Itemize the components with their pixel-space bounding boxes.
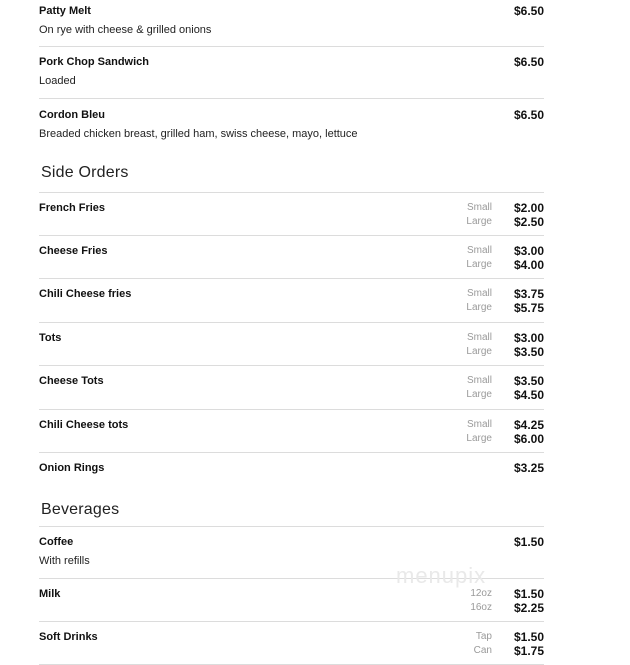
variant-price: $3.00 [513,331,544,345]
item-description: Breaded chicken breast, grilled ham, swiss cheese, mayo, lettuce [39,128,358,140]
variant-price: $5.75 [513,301,544,315]
price-variant [344,644,544,658]
item-name: Milk [39,588,61,600]
variant-label: Small [466,288,492,299]
variant-label: Small [466,419,492,430]
variant-label: Small [466,202,492,213]
price-variant [344,630,544,644]
variant-price: $4.25 [513,418,544,432]
variant-label: Tap [475,631,492,642]
variant-price: $1.50 [513,587,544,601]
price-variant [344,244,544,258]
item-description: With refills [39,555,90,567]
price-variant [344,258,544,272]
section-side-orders [39,151,544,193]
variant-price: $2.00 [513,201,544,215]
item-name: Chili Cheese tots [39,419,129,431]
section-title: Side Orders [41,164,129,181]
variant-price: $1.75 [513,644,544,658]
variant-price: $3.50 [513,345,544,359]
item-name: Cordon Bleu [39,109,105,121]
variant-label: Large [466,216,492,227]
item-name: Pork Chop Sandwich [39,56,150,68]
variant-price: $2.25 [513,601,544,615]
item-name: Cheese Fries [39,245,108,257]
menu-item-patty-melt [39,0,544,47]
variant-label: 16oz [470,602,492,613]
variant-price: $3.75 [513,287,544,301]
item-price: $6.50 [513,108,544,122]
menu-item-onion-rings [39,453,544,491]
variant-label: Small [466,245,492,256]
menu-item-cheese-tots [39,366,544,410]
price-variant [344,374,544,388]
item-description: Loaded [39,75,76,87]
price-variant [344,331,544,345]
variant-price: $4.50 [513,388,544,402]
menu-item-chili-cheese-fries [39,279,544,323]
item-name: Cheese Tots [39,375,104,387]
price-variant [344,201,544,215]
variant-label: Small [466,332,492,343]
variant-label: Large [466,259,492,270]
menu-item-cordon-bleu [39,99,544,151]
watermark: menupix [396,563,487,588]
variant-price: $3.00 [513,244,544,258]
price-variant [344,432,544,446]
item-name: Coffee [39,536,74,548]
item-price: $3.25 [513,461,544,475]
price-variant [344,287,544,301]
variant-price: $4.00 [513,258,544,272]
variant-label: Small [466,375,492,386]
item-name: Onion Rings [39,462,105,474]
menu-item-french-fries [39,193,544,236]
variant-label: 12oz [470,588,492,599]
item-price: $6.50 [513,4,544,18]
item-price: $6.50 [513,55,544,69]
section-beverages [39,491,544,527]
price-variant [344,418,544,432]
variant-label: Large [466,433,492,444]
item-name: Chili Cheese fries [39,288,132,300]
variant-label: Large [466,346,492,357]
price-variant [344,215,544,229]
section-title: Beverages [41,501,120,518]
price-variant [344,601,544,615]
item-name: French Fries [39,202,106,214]
price-variant [344,301,544,315]
item-name: Patty Melt [39,5,91,17]
item-description: On rye with cheese & grilled onions [39,24,212,36]
menu-item-cheese-fries [39,236,544,279]
item-price: $1.50 [513,535,544,549]
price-variant [344,388,544,402]
variant-label: Large [466,389,492,400]
menu-item-chili-cheese-tots [39,410,544,453]
menu-item-pork-chop-sandwich [39,47,544,99]
price-variant [344,587,544,601]
variant-price: $2.50 [513,215,544,229]
variant-label: Large [466,302,492,313]
variant-price: $3.50 [513,374,544,388]
menu-item-tots [39,323,544,366]
variant-label: Can [473,645,492,656]
variant-price: $1.50 [513,630,544,644]
item-name: Soft Drinks [39,631,98,643]
variant-price: $6.00 [513,432,544,446]
price-variant [344,345,544,359]
item-name: Tots [39,332,62,344]
